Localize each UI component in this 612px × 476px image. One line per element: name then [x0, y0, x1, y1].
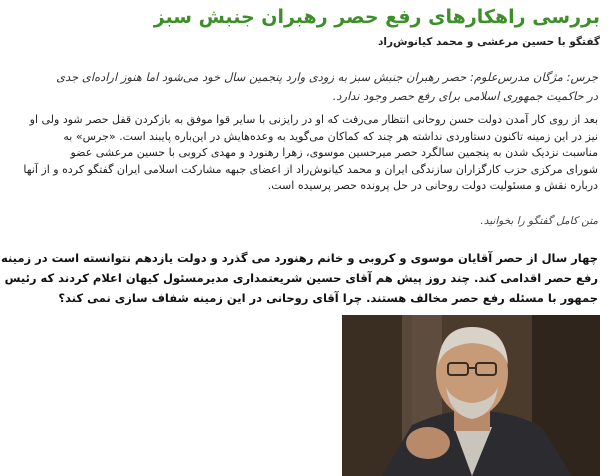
article-headline[interactable]: بررسی راهکارهای رفع حصر رهبران جنبش سبز: [153, 6, 600, 28]
article-body: [0, 112, 598, 195]
question-line: جمهور با مسئله رفع حصر مخالف هستند. چرا آقای روحانی در این زمینه شفاف سازی نمی کند؟: [58, 291, 598, 305]
lead-line: جرس: مژگان مدرس‌علوم: حصر رهبران جنبش سبز به زودی وارد پنجمین سال خود می‌شود اما هنوز اراده‌ای جدی: [56, 70, 598, 84]
read-more-link[interactable]: متن کامل گفتگو را بخوانید.: [480, 215, 598, 227]
question-line: رفع حصر اقدامی کند. چند روز پیش هم آقای حسین شریعتمداری مدیرمسئول کیهان اعلام کردند که رئیس: [4, 271, 598, 285]
body-line: مناسبت نزدیک شدن به پنجمین سالگرد حصر میرحسین موسوی، زهرا رهنورد و مهدی کروبی با حسین مرعشی عضو: [70, 146, 598, 159]
body-line: شورای مرکزی حزب کارگزاران سازندگی ایران و محمد کیانوش‌راد از اعضای جبهه مشارکت اسلامی ایران گفتگو کرده و از آنها: [23, 162, 598, 176]
body-line: درباره نقش و مسئولیت دولت روحانی در حل پرونده حصر پرسیده است.: [267, 179, 598, 192]
lead-line: در حاکمیت جمهوری اسلامی برای رفع حصر وجود ندارد.: [332, 89, 598, 103]
body-line: بعد از روی کار آمدن دولت حسن روحانی انتظار می‌رفت که او در رایزنی با سایر قوا موفق به بازکردن قفل حصر شود ولی او: [29, 113, 598, 126]
interview-question: [0, 248, 598, 308]
portrait-illustration: [342, 315, 600, 476]
article-lead: [0, 68, 598, 106]
question-line: چهار سال از حصر آقایان موسوی و کروبی و خانم رهنورد می گذرد و دولت یازدهم نتوانسته است در زمینه: [0, 251, 598, 265]
body-line: نیز در این زمینه تاکنون دستاوردی نداشته هر چند که کماکان می‌گوید به وعده‌هایش در این‌باره پایبند است. «جرس» به: [63, 129, 598, 143]
portrait-photo: [342, 315, 600, 476]
article-byline: گفتگو با حسین مرعشی و محمد کیانوش‌راد: [377, 36, 600, 48]
